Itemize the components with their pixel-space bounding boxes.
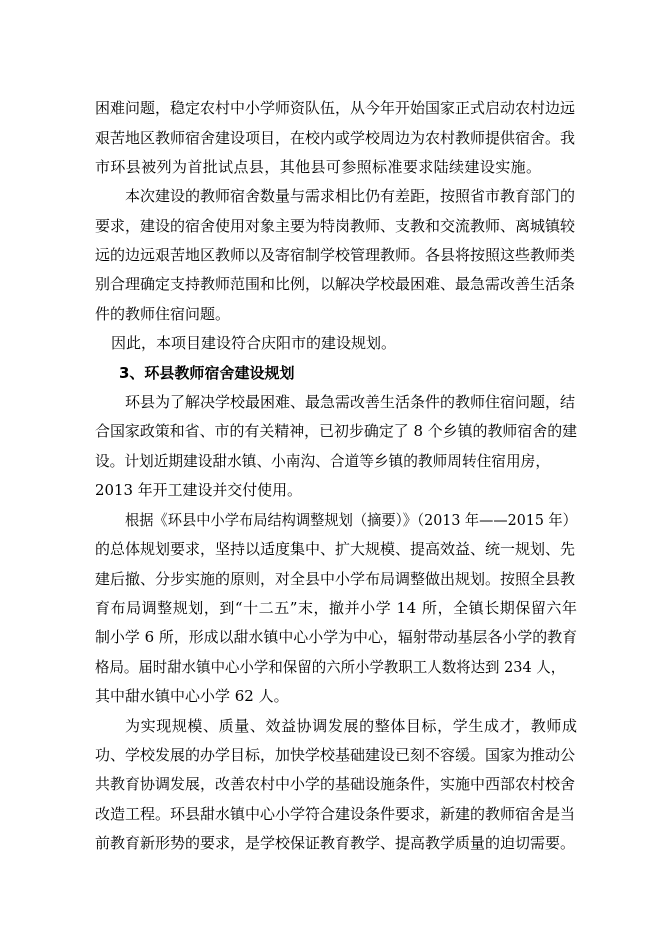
- text-line: 设。计划近期建设甜水镇、小南沟、合道等乡镇的教师周转住宿用房，: [95, 452, 551, 470]
- paragraph-line: [0, 389, 662, 415]
- text-line: 市环县被列为首批试点县，其他县可参照标准要求陆续建设实施。: [95, 158, 542, 176]
- text-line: 制小学 6 所，形成以甜水镇中心小学为中心，辐射带动基层各小学的教育: [95, 628, 578, 646]
- section-heading: [0, 360, 662, 386]
- paragraph-line: [0, 507, 662, 533]
- paragraph-line: [0, 95, 662, 121]
- text-line: 育布局调整规划，到“十二五”末，撤并小学 14 所，全镇长期保留六年: [95, 599, 578, 617]
- paragraph-line: [0, 536, 662, 562]
- text-line: 根据《环县中小学布局结构调整规划（摘要）》（2013 年——2015 年）: [125, 511, 577, 529]
- text-line: 困难问题，稳定农村中小学师资队伍，从今年开始国家正式启动农村边远: [95, 99, 576, 117]
- text-line: 前教育新形势的要求，是学校保证教育教学、提高教学质量的迫切需要。: [95, 834, 576, 852]
- text-line: 的总体规划要求，坚持以适度集中、扩大规模、提高效益、统一规划、先: [95, 540, 576, 558]
- text-line: 2013 年开工建设并交付使用。: [95, 481, 302, 499]
- paragraph-line: [0, 213, 662, 239]
- paragraph-line: [0, 654, 662, 680]
- paragraph-line: [0, 566, 662, 592]
- text-line: 别合理确定支持教师范围和比例，以解决学校最困难、最急需改善生活条: [95, 275, 576, 293]
- text-line: 为实现规模、质量、效益协调发展的整体目标，学生成才，教师成: [125, 717, 578, 735]
- paragraph-line: [0, 125, 662, 151]
- paragraph-line: [0, 448, 662, 474]
- text-line: 因此，本项目建设符合庆阳市的建设规划。: [111, 334, 397, 352]
- text-line: 共教育协调发展，改善农村中小学的基础设施条件，实施中西部农村校舍: [95, 775, 576, 793]
- text-line: 环县为了解决学校最困难、最急需改善生活条件的教师住宿问题，结: [125, 393, 576, 411]
- text-line: 本次建设的教师宿舍数量与需求相比仍有差距，按照省市教育部门的: [125, 187, 576, 205]
- paragraph-line: [0, 771, 662, 797]
- text-line: 建后撤、分步实施的原则，对全县中小学布局调整做出规划。按照全县教: [95, 570, 576, 588]
- text-line: 其中甜水镇中心小学 62 人。: [95, 687, 289, 705]
- paragraph-line: [0, 683, 662, 709]
- paragraph-line: [0, 183, 662, 209]
- text-line: 功、学校发展的办学目标，加快学校基础建设已刻不容缓。国家为推动公: [95, 746, 576, 764]
- paragraph-line: [0, 595, 662, 621]
- paragraph-line: [0, 330, 662, 356]
- paragraph-line: [0, 154, 662, 180]
- paragraph-line: [0, 624, 662, 650]
- paragraph-line: [0, 242, 662, 268]
- paragraph-line: [0, 830, 662, 856]
- text-line: 艰苦地区教师宿舍建设项目，在校内或学校周边为农村教师提供宿舍。我: [95, 129, 576, 147]
- text-line: 改造工程。环县甜水镇中心小学符合建设条件要求，新建的教师宿舍是当: [95, 805, 576, 823]
- paragraph-line: [0, 801, 662, 827]
- text-line: 远的边远艰苦地区教师以及寄宿制学校管理教师。各县将按照这些教师类: [95, 246, 576, 264]
- text-line: 合国家政策和省、市的有关精神，已初步确定了 8 个乡镇的教师宿舍的建: [95, 422, 578, 440]
- text-line: 件的教师住宿问题。: [95, 305, 231, 323]
- paragraph-line: [0, 713, 662, 739]
- paragraph-line: [0, 301, 662, 327]
- text-line: 格局。届时甜水镇中心小学和保留的六所小学教职工人数将达到 234 人，: [95, 658, 566, 676]
- paragraph-line: [0, 477, 662, 503]
- paragraph-line: [0, 418, 662, 444]
- paragraph-line: [0, 742, 662, 768]
- text-line: 要求，建设的宿舍使用对象主要为特岗教师、支教和交流教师、离城镇较: [95, 217, 576, 235]
- section-heading-text: 3、环县教师宿舍建设规划: [119, 364, 295, 382]
- paragraph-line: [0, 271, 662, 297]
